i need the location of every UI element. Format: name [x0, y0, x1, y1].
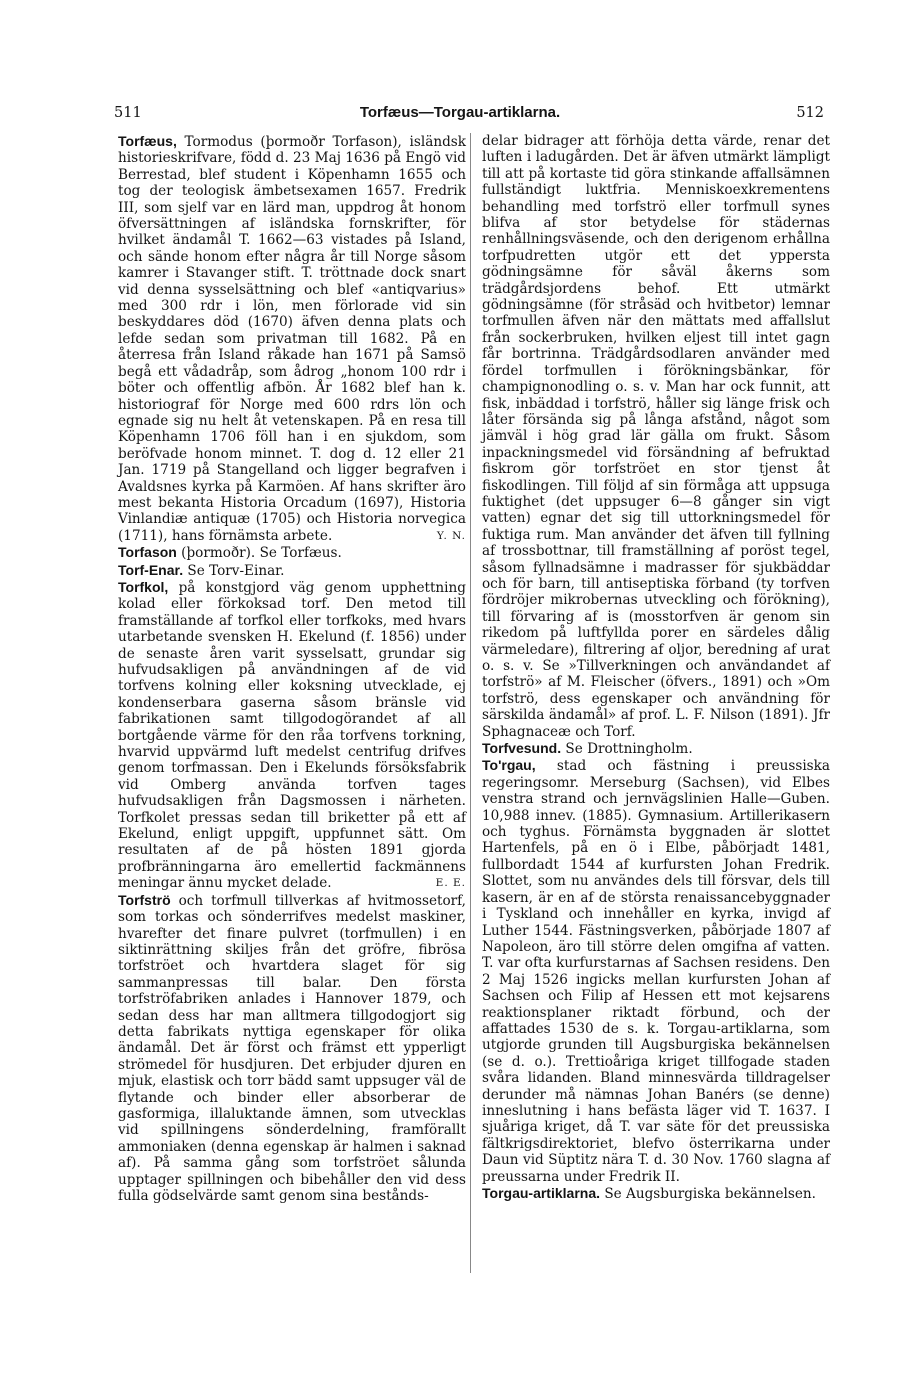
entry-headword: Torf-Enar. — [118, 561, 184, 578]
entry-text: stad och fästning i preussiska regeringsomr. Merseburg (Sachsen), vid Elbes venstra strand och jernvägslinien Halle—Guben. 10,988 innev. (1885). Gymnasium. Artillerikasern och tyghus. Förnämsta byggnaden är slottet Hartenfels, på en ö i Elbe, påbörjadt 1481, fullbordadt 1544 af kurfursten Johan Fredrik. Slottet, som nu användes dels till försvar, dels till kasern, är en af de största renaissancebyggnader i Tyskland och innehåller en kyrka, invigd af Luther 1544. Fästningsverken, påbörjade 1807 af Napoleon, äro till större delen omgifna af vatten. T. var ofta kurfurstarnas af Sachsen residens. Den 2 Maj 1526 ingicks mellan kurfursten Johan af Sachsen och Filip af Hessen ett mot kejsarens reaktionsplaner riktadt förbund, och der affattades 1530 de s. k. Torgau-artiklarna, som utgjorde grunden till Augsburgiska bekännelsen (se d. o.). Trettioåriga kriget tillfogade staden svåra lidanden. Bland minnesvärda tilldragelser derunder må nämnas Johan Banérs (se denne) inneslutning i hans befästa läger vid T. 1637. I sjuåriga kriget, då T. var säte för det preussiska fältkrigsdirektoriet, blefvo österrikarna under Daun vid Süptitz nära T. d. 30 Nov. 1760 slagna af preussarna under Fredrik II. — [482, 758, 830, 1185]
entry-text: Se Augsburgiska bekännelsen. — [600, 1186, 816, 1202]
entry — [118, 544, 466, 561]
entry-text: och torfmull tillverkas af hvitmossetorf, som torkas och sönderrifves medelst maskiner, hvarefter det finare pulvret (torfmullen) i en siktinrättning skiljes från det gröfre, fibrösa torfströet och hvartdera slaget för sig sammanpressas till balar. Den första torfströfabriken anlades i Hannover 1879, och sedan dess har man alltmera tillgodogjort sig detta fabrikats nyttiga egenskaper för olika ändamål. Det är först och främst ett ypperligt strömedel för husdjuren. Det erbjuder djuren en mjuk, elastisk och torr bädd samt uppsuger väl de flytande och binder eller absorberar de gasformiga, illaluktande ämnen, som utvecklas vid spillningens sönderdelning, framförallt ammoniaken (denna egenskap är halmen i saknad af). På samma gång som torfströet sålunda upptager spillningen och bibehåller den vid dess fulla gödselvärde samt genom sina bestånds- — [118, 892, 466, 1205]
entry — [482, 757, 830, 1185]
entry — [118, 579, 466, 892]
entry-headword: Torfvesund. — [482, 740, 562, 757]
entry-headword: Torgau-artiklarna. — [482, 1185, 600, 1201]
entry-text: på konstgjord väg genom upphettning kolad eller förkoksad torf. Den metod till framställande af torfkol eller torfkoks, med hvars utarbetande svensken H. Ekelund (f. 1856) under de senaste åren varit sysselsatt, grundar sig hufvudsakligen på användningen af de vid torfvens kolning eller koksning utvecklade, ej kondenserbara gaserna såsom bränsle vid fabrikationen samt tillgodogörandet af all bortgående värme för den råa torfvens torkning, hvarvid uppvärmd luft medelst centrifug drifves genom torfmassan. Den i Ekelunds försöksfabrik vid Omberg använda torfven tages hufvudsakligen från Dagsmossen i närheten. Torfkolet pressas sedan till briketter på ett af Ekelund, enligt uppgift, uppfunnet sätt. Om resultaten af de på hösten 1891 gjorda profbränningarna äro emellertid fackmännens meningar ännu mycket delade. — [118, 579, 466, 892]
entry-headword: Torfason — [118, 544, 177, 561]
entry — [482, 740, 830, 757]
entry-headword: Torfkol, — [118, 578, 169, 595]
entry-text: Tormodus (þormoðr Torfason), isländsk historieskrifvare, född d. 23 Maj 1636 på Engö vid Berrestad, blef student i Köpenhamn 1655 och tog der teologisk ämbetsexamen 1657. Fredrik III, som sjelf var en lärd man, uppdrog åt honom öfversättningen af isländska fornskrifter, för hvilket ändamål T. 1662—63 vistades på Island, och sände honom efter några år till Norge såsom kamrer i Stavanger stift. T. tröttnade dock snart vid denna sysselsättning och blef «antiqvarius» med 300 rdr i lön, men förlorade vid sin beskyddares död (1670) äfven denna plats och lefde sedan som privatman till 1682. På en återresa från Island råkade han 1671 på Samsö begå ett vådadråp, som ådrog „honom 100 rdr i böter och offentlig afbön. År 1682 blef han k. historiograf för Norge med 600 rdrs lön och egnade sig nu helt åt vetenskapen. På en resa till Köpenhamn 1706 föll han i en sjukdom, som beröfvade honom minnet. T. dog d. 12 eller 21 Jan. 1719 på Stangelland och ligger begrafven i Avaldsnes kyrka på Karmöen. Af hans skrifter äro mest bekanta Historia Orcadum (1697), Historia Vinlandiæ antiquæ (1705) och Historia norvegica (1711), hans förnämsta arbete. — [118, 134, 466, 544]
entry-signature: Y. N. — [436, 529, 466, 542]
entry-text: (þormoðr). Se Torfæus. — [176, 545, 342, 562]
entry-headword: Torfæus, — [118, 133, 177, 149]
page-number-right: 512 — [796, 105, 824, 121]
entry — [482, 1185, 830, 1202]
entry-headword: Torfströ — [118, 891, 171, 908]
entry-text: Se Torv-Einar. — [183, 562, 285, 579]
left-column — [118, 133, 466, 1204]
running-title: Torfæus—Torgau-artiklarna. — [359, 104, 561, 121]
entry — [118, 562, 466, 579]
entry-text: delar bidrager att förhöja detta värde, renar det luften i ladugården. Det är äfven utmärkt lämpligt till att på kortaste tid göra stinkande affallsämnen fullständigt luktfria. Menniskoexkrementens behandling med torfströ eller torfmull synes blifva af stor betydelse för städernas renhållningsväsende, och den derigenom erhållna torfpudretten utgör ett det yppersta gödningsämne för såväl åkerns som trädgårdsjordens behof. Ett utmärkt gödningsämne (för stråsäd och hvitbetor) lemnar torfmullen äfven när den mättats med affallslut från sockerbruken, hvilken eljest till intet gagn får bortrinna. Trädgårdsodlaren använder med fördel torfmullen i förökningsbänkar, för champignonodling o. s. v. Man har ock funnit, att fisk, inbäddad i torfströ, håller sig länge frisk och låter försända sig på långa afstånd, något som jämväl i hög grad lär gälla om frukt. Såsom inpackningsmedel vid försändning af befruktad fiskrom gör torfströet en stor tjenst åt fiskodlingen. Till följd af sin förmåga att uppsuga fuktighet (det uppsuger 6—8 gånger sin vigt vatten) egnar det sig till uttorkningsmedel för fuktiga rum. Man använder det äfven till fyllning af trossbottnar, till framställning af poröst tegel, såsom fyllnadsämne i madrasser för sjukbäddar och för barn, till antiseptiska förband (ty torfven fördröjer mikrobernas utveckling och förökning), till förvaring af is (mosstorfven är genom sin rikedom på luftfyllda porer en särdeles dålig värmeledare), filtrering af oljor, beredning af urat o. s. v. Se »Tillverkningen och användandet af torfströ» af M. Fleischer (öfvers., 1891) och »Om torfströ, dess egenskaper och användning för särskilda ändamål» af prof. L. F. Nilson (1891). Jfr Sphagnaceæ och Torf. — [482, 133, 830, 740]
entry-continuation — [482, 133, 830, 740]
column-divider — [470, 133, 471, 1273]
entry-text: Se Drottningholm. — [561, 741, 693, 758]
right-column — [482, 133, 830, 1202]
entry — [118, 133, 466, 544]
entry-headword: To'rgau, — [482, 757, 536, 774]
entry — [118, 892, 466, 1205]
entry-signature: E. E. — [435, 877, 466, 890]
page-number-left: 511 — [114, 105, 142, 121]
